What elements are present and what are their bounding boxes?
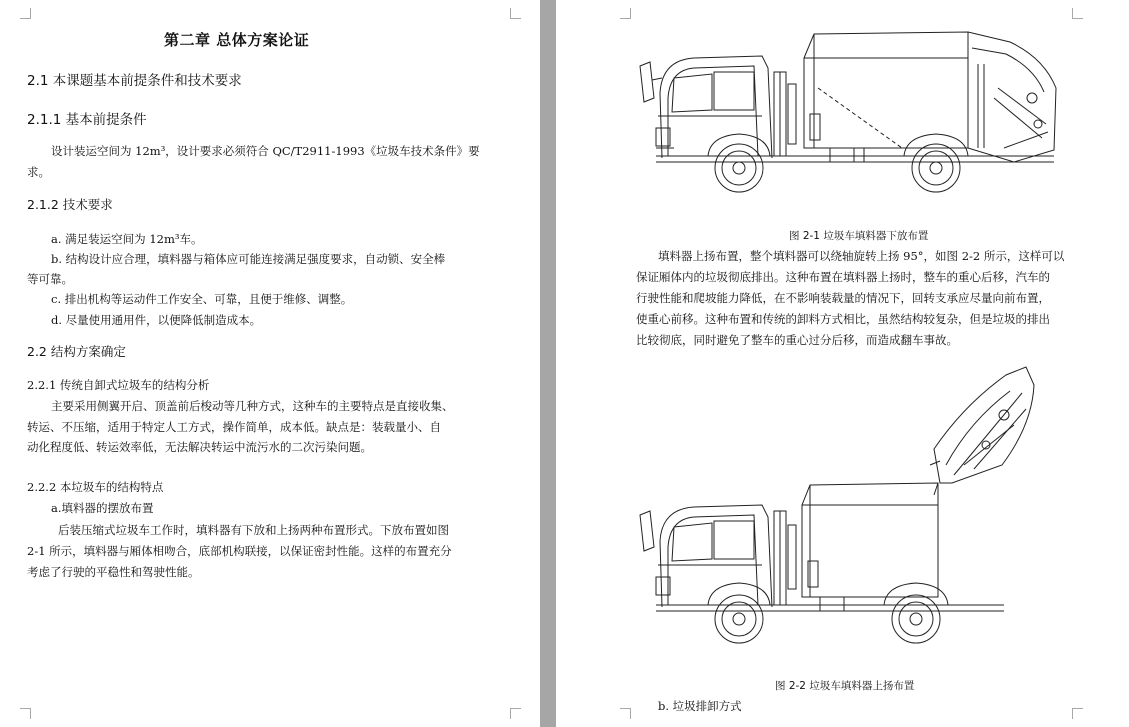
- section-2-2-heading: 2.2 结构方案确定: [27, 344, 126, 359]
- paragraph-1-line-1: 设计装运空间为 12m³，设计要求必须符合 QC/T2911-1993《垃圾车技术条件》要: [51, 144, 480, 158]
- crop-mark-bl: [20, 708, 31, 719]
- figure-2-2-truck-drawing: [634, 365, 1074, 660]
- figure-2-2-caption: 图 2-2 垃圾车填料器上扬布置: [775, 680, 915, 692]
- paragraph-2-line-3: 动化程度低、转运效率低，无法解决转运中流污水的二次污染问题。: [27, 440, 372, 454]
- subsection-b-heading: b. 垃圾排卸方式: [658, 699, 742, 713]
- section-2-1-2-heading: 2.1.2 技术要求: [27, 197, 113, 212]
- requirement-a: a. 满足装运空间为 12m³车。: [51, 232, 203, 246]
- paragraph-2-line-2: 转运、不压缩，适用于特定人工方式，操作简单，成本低。缺点是：装载量小、自: [27, 420, 441, 434]
- paragraph-4-line-5: 比较彻底，同时避免了整车的重心过分后移，而造成翻车事故。: [636, 333, 958, 347]
- paragraph-4-line-3: 行驶性能和爬坡能力降低，在不影响装载量的情况下，回转支承应尽量向前布置，: [636, 291, 1050, 305]
- requirement-b-line-1: b. 结构设计应合理，填料器与箱体应可能连接满足强度要求，自动锁、安全棒: [51, 252, 446, 266]
- figure-2-1-caption: 图 2-1 垃圾车填料器下放布置: [789, 230, 929, 242]
- section-2-1-1-heading: 2.1.1 基本前提条件: [27, 112, 147, 128]
- paragraph-3-line-2: 2-1 所示，填料器与厢体相吻合，底部机构联接，以保证密封性能。这样的布置充分: [27, 544, 452, 558]
- section-2-2-2-heading: 2.2.2 本垃圾车的结构特点: [27, 480, 164, 494]
- requirement-b-line-2: 等可靠。: [27, 272, 73, 286]
- paragraph-2-line-1: 主要采用侧翼开启、顶盖前后梭动等几种方式，这种车的主要特点是直接收集、: [51, 399, 454, 413]
- left-page: [0, 0, 540, 727]
- paragraph-3-line-1: 后装压缩式垃圾车工作时，填料器有下放和上扬两种布置形式。下放布置如图: [58, 523, 449, 537]
- paragraph-1-line-2: 求。: [27, 165, 50, 179]
- paragraph-3-line-3: 考虑了行驶的平稳性和驾驶性能。: [27, 565, 200, 579]
- paragraph-4-line-1: 填料器上扬布置，整个填料器可以绕轴旋转上扬 95°，如图 2-2 所示，这样可以: [658, 249, 1065, 263]
- paragraph-4-line-2: 保证厢体内的垃圾彻底排出。这种布置在填料器上扬时，整车的重心后移，汽车的: [636, 270, 1050, 284]
- subsection-a-heading: a.填料器的摆放布置: [51, 501, 154, 515]
- crop-mark-tl: [620, 8, 631, 19]
- figure-2-1-truck-drawing: [634, 28, 1074, 203]
- crop-mark-tl: [20, 8, 31, 19]
- requirement-d: d. 尽量使用通用件，以便降低制造成本。: [51, 313, 262, 327]
- paragraph-4-line-4: 使重心前移。这种布置和传统的卸料方式相比，虽然结构较复杂，但是垃圾的排出: [636, 312, 1050, 326]
- crop-mark-tr: [1072, 8, 1083, 19]
- crop-mark-br: [1072, 708, 1083, 719]
- chapter-title: 第二章 总体方案论证: [164, 31, 310, 49]
- crop-mark-tr: [510, 8, 521, 19]
- section-2-1-heading: 2.1 本课题基本前提条件和技术要求: [27, 73, 242, 89]
- section-2-2-1-heading: 2.2.1 传统自卸式垃圾车的结构分析: [27, 378, 210, 392]
- requirement-c: c. 排出机构等运动件工作安全、可靠，且便于维修、调整。: [51, 292, 353, 306]
- right-page: [556, 0, 1129, 727]
- crop-mark-br: [510, 708, 521, 719]
- crop-mark-bl: [620, 708, 631, 719]
